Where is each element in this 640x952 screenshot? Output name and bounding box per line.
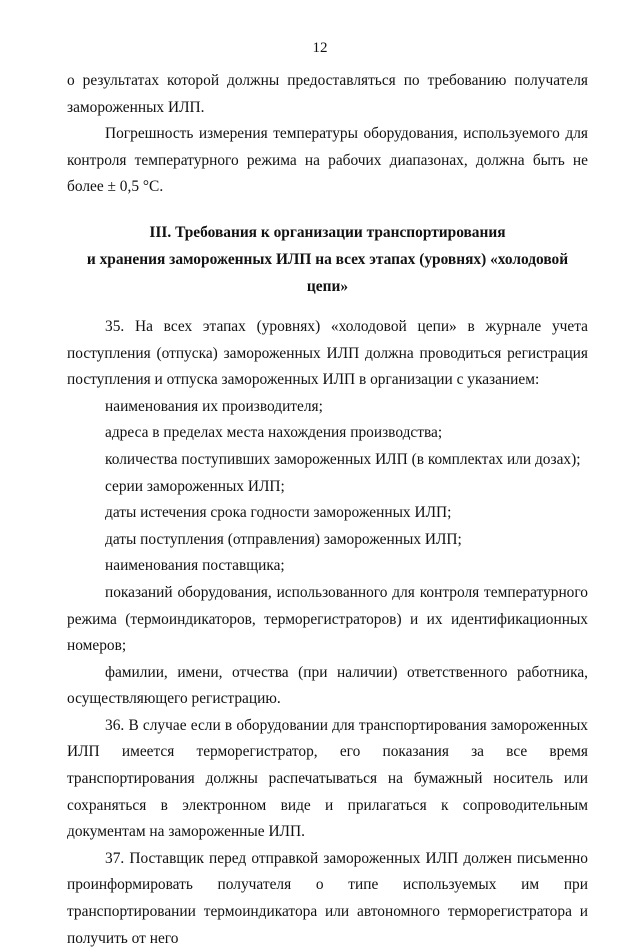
paragraph-accuracy: Погрешность измерения температуры оборудования, используемого для контроля температурного режима на рабочих диапазонах, должна быть не более ± 0,5 °С. bbox=[67, 125, 588, 196]
list-item: даты истечения срока годности замороженных ИЛП; bbox=[105, 504, 452, 522]
list-item: количества поступивших замороженных ИЛП (в комплектах или дозах); bbox=[105, 450, 581, 468]
list-item: наименования их производителя; bbox=[105, 397, 323, 415]
section-heading-line-2: и хранения замороженных ИЛП на всех этапах (уровнях) «холодовой цепи» bbox=[86, 250, 569, 295]
section-heading bbox=[67, 219, 588, 300]
paragraph-intro: о результатах которой должны предоставляться по требованию получателя замороженных ИЛП. bbox=[67, 72, 588, 116]
list-item: адреса в пределах места нахождения производства; bbox=[105, 424, 443, 442]
paragraph-36: 36. В случае если в оборудовании для транспортирования замороженных ИЛП имеется терморегистратор, его показания за все время транспортирования должны распечатываться на бумажный носитель или сохраняться в электронном виде и прилагаться к сопроводительным документам на замороженные ИЛП. bbox=[67, 716, 588, 841]
list-item: наименования поставщика; bbox=[105, 557, 285, 575]
list-item: серии замороженных ИЛП; bbox=[105, 477, 285, 495]
section-heading-line-1: III. Требования к организации транспортирования bbox=[149, 223, 506, 241]
list-item: даты поступления (отправления) замороженных ИЛП; bbox=[105, 530, 462, 548]
paragraph-37: 37. Поставщик перед отправкой замороженных ИЛП должен письменно проинформировать получателя о типе используемых им при транспортировании термоиндикатора или автономного терморегистратора и получить от него bbox=[67, 849, 588, 947]
paragraph-35: 35. На всех этапах (уровнях) «холодовой цепи» в журнале учета поступления (отпуска) замороженных ИЛП должна проводиться регистрация поступления и отпуска замороженных ИЛП в организации с указанием: bbox=[67, 317, 588, 389]
list-item: показаний оборудования, использованного для контроля температурного режима (термоиндикаторов, терморегистраторов) и их идентификационных номеров; bbox=[67, 583, 588, 655]
document-body bbox=[67, 68, 588, 952]
page-number: 12 bbox=[312, 40, 328, 56]
list-item: фамилии, имени, отчества (при наличии) ответственного работника, осуществляющего регистрацию. bbox=[67, 663, 588, 708]
